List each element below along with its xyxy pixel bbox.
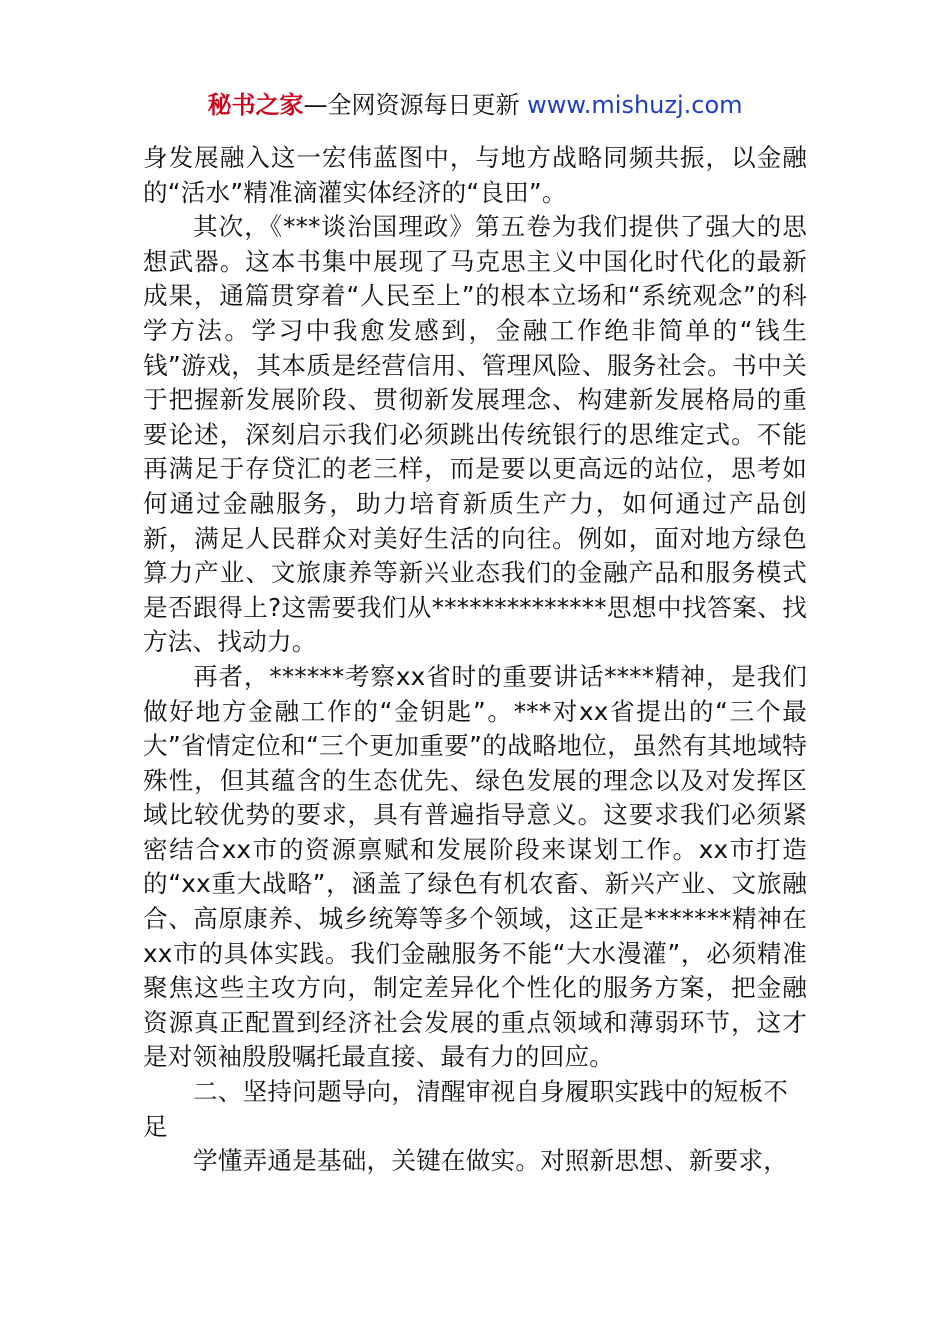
paragraph-continuation: 身发展融入这一宏伟蓝图中，与地方战略同频共振，以金融的“活水”精准滴灌实体经济的“良田”。	[143, 143, 807, 207]
brand-name: 秘书之家	[207, 91, 304, 119]
paragraph-third-point: 再者，******考察xx省时的重要讲话****精神，是我们做好地方金融工作的“金钥匙”。***对xx省提出的“三个最大”省情定位和“三个更加重要”的战略地位，虽然有其地域特殊性，但其蕴含的生态优先、绿色发展的理念以及对发挥区域比较优势的要求，具有普遍指导意义。这要求我们必须紧密结合xx市的资源禀赋和发展阶段来谋划工作。xx市打造的“xx重大战略”，涵盖了绿色有机农畜、新兴产业、文旅融合、高原康养、城乡统筹等多个领域，这正是*******精神在xx市的具体实践。我们金融服务不能“大水漫灌”，必须精准聚焦这些主攻方向，制定差异化个性化的服务方案，把金融资源真正配置到经济社会发展的重点领域和薄弱环节，这才是对领袖殷殷嘱托最直接、最有力的回应。	[143, 661, 807, 1072]
document-body	[143, 141, 807, 1179]
paragraph-second-point: 其次，《***谈治国理政》第五卷为我们提供了强大的思想武器。这本书集中展现了马克思主义中国化时代化的最新成果，通篇贯穿着“人民至上”的根本立场和“系统观念”的科学方法。学习中我愈发感到，金融工作绝非简单的“钱生钱”游戏，其本质是经营信用、管理风险、服务社会。书中关于把握新发展阶段、贯彻新发展理念、构建新发展格局的重要论述，深刻启示我们必须跳出传统银行的思维定式。不能再满足于存贷汇的老三样，而是要以更高远的站位，思考如何通过金融服务，助力培育新质生产力，如何通过产品创新，满足人民群众对美好生活的向往。例如，面对地方绿色算力产业、文旅康养等新兴业态我们的金融产品和服务模式是否跟得上?这需要我们从**************思想中找答案、找方法、找动力。	[143, 212, 807, 657]
header-tagline: —全网资源每日更新	[303, 91, 528, 119]
section-heading: 二、坚持问题导向，清醒审视自身履职实践中的短板不足	[143, 1077, 789, 1141]
page-header	[0, 88, 950, 122]
paragraph-section-intro: 学懂弄通是基础，关键在做实。对照新思想、新要求，	[193, 1146, 789, 1176]
website-url[interactable]: www.mishuzj.com	[527, 91, 743, 119]
